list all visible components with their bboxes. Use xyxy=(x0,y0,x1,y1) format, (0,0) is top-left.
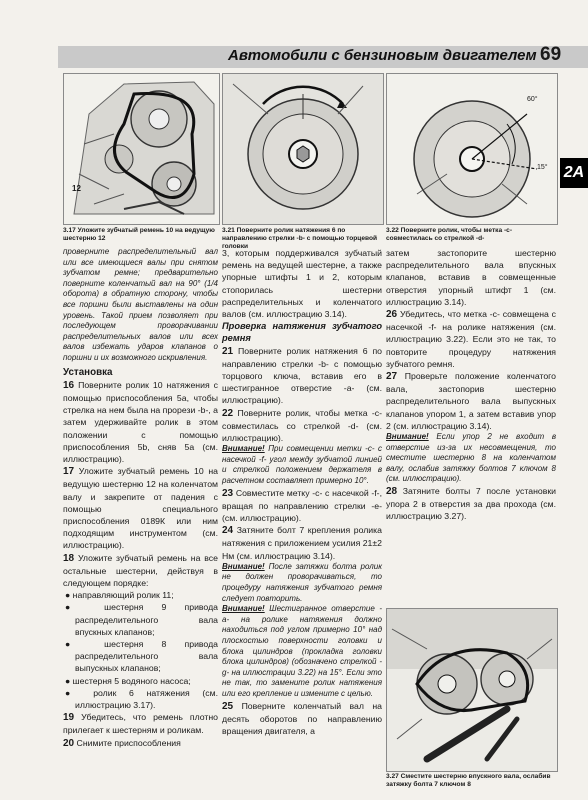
caption-3-27: 3.27 Сместите шестерню впускного вала, ослабив затяжку болта 7 ключом 8 xyxy=(386,773,551,788)
note-2: Внимание! После затяжки болта ролик не должен проворачиваться, то процедуру натяжения зубчатого ремня следует повторить. xyxy=(222,561,382,603)
figure-3-17 xyxy=(63,73,220,225)
para-intro-2: 3, которым поддерживался зубчатый ремень на ведущей шестерне, а также упорные штифты 1 и 2, которым стопорилась шестерни распределительных и коленчатого валов (см. иллюстрацию 3.14). xyxy=(222,248,382,320)
para-23: 23 Совместите метку -c- с насечкой -f-, вращая по направлению стрелки -e- (см. иллюстрацию). xyxy=(222,487,382,524)
caption-3-21: 3.21 Поверните ролик натяжения 6 по направлению стрелки -b- с помощью торцевой головки xyxy=(222,227,378,250)
tensioner-pulley-illustration xyxy=(223,74,383,224)
note-1: Внимание! При совмещении метки -c- с насечкой -f- угол между зубчатой линией и стрелкой положением держателя в расчетном составляет примерно 10°. xyxy=(222,444,382,486)
para-27: 27 Проверьте положение коленчатого вала, застопорив шестерню распределительного вала выпускных клапанов упором 1, а затем вставив упор 2 (см. иллюстрацию 3.14). xyxy=(386,371,556,431)
note-top: проверните распределительный вал или все имеющиеся валы при снятом зубчатом ремне; предварительно поверните коленчатый вал на 90° (1/4 оборота) в обратную сторону, чтобы все поршни были выставлены на один уровень. Такой прием позволяет при последующем проворачивании распределительных валов или всех валов избежать ударов клапанов о поршни и их возможного искривления. xyxy=(63,247,218,362)
column-3 xyxy=(386,247,556,523)
para-20: 20 Снимите приспособления xyxy=(63,737,181,749)
bullet-item: ● шестерня 5 водяного насоса; xyxy=(65,675,191,686)
header-title: Автомобили с бензиновым двигателем xyxy=(228,47,537,64)
column-2 xyxy=(222,247,382,737)
caption-3-22: 3.22 Поверните ролик, чтобы метка -c- совместилась со стрелкой -d- xyxy=(386,227,513,242)
para-25: 25 Поверните коленчатый вал на десять оборотов по направлению вращения двигателя, а xyxy=(222,700,382,736)
caption-3-17: 3.17 Уложите зубчатый ремень 10 на ведущую шестерню 12 xyxy=(63,227,215,242)
figure-3-21 xyxy=(222,73,384,225)
note-col3: Внимание! Если упор 2 не входит в отверстие из-за их несовмещения, то сместите шестерню 8 на коленчатом валу, ослабив затяжку болтов 7 ключом 8 (см. иллюстрацию). xyxy=(386,432,556,484)
para-28: 28 Затяните болты 7 после установки упора 2 в отверстия за два прохода (см. иллюстрацию 3.27). xyxy=(386,486,557,522)
para-19: 19 Убедитесь, что ремень плотно прилегает к шестерням и роликам. xyxy=(63,712,219,736)
figure-3-22 xyxy=(386,73,558,225)
chapter-tab: 2A xyxy=(560,158,588,188)
para-24: 24 Затяните болт 7 крепления ролика натяжения с приложением усилия 21±2 Нм (см. иллюстрацию 3.14). xyxy=(222,525,382,561)
bullet-item: ● шестерня 9 привода распределительного вала впускных клапанов; xyxy=(65,602,218,637)
page-number: 69 xyxy=(540,44,562,65)
heading-installation: Установка xyxy=(63,366,113,378)
para-26: 26 Убедитесь, что метка -c- совмещена с насечкой -f- на ролике натяжения (см. иллюстрацию 3.22). Если это не так, то повторите процедуру натяжения зубчатого ремня. xyxy=(386,309,556,369)
bullet-item: ● шестерня 8 привода распределительного вала выпускных клапанов; xyxy=(65,639,218,674)
para-22: 22 Поверните ролик, чтобы метка -c- совместилась со стрелкой -d- (см. иллюстрацию). xyxy=(222,407,382,444)
para-17: 17 Уложите зубчатый ремень 10 на ведущую шестерню 12 на коленчатом валу и закрепите от падения с помощью специального приспособления 0189К или ним подходящим инструментом (см. иллюстрацию). xyxy=(63,466,218,551)
para-21: 21 Поверните ролик натяжения 6 по направлению стрелки -b- с помощью торцового ключа, вставив его в шестигранное отверстие -a- (см. иллюстрацию). xyxy=(222,345,382,406)
para-16: 16 Поверните ролик 10 натяжения с помощью приспособления 5а, чтобы стрелка на нем была на прорези -b-, а затем удерживайте ролик в этом положении с помощью приспособления 5b, сняв 5а (см. иллюстрацию). xyxy=(63,379,219,464)
column-1 xyxy=(63,247,218,750)
para-intro-3: затем застопорите шестерню распределительного вала впускных клапанов, вставив в совмещенные отверстия упорный штифт 1 (см. иллюстрацию 3.14). xyxy=(386,248,556,307)
bullet-item: ● направляющий ролик 11; xyxy=(65,590,174,601)
camshaft-sprocket-wrench-illustration xyxy=(387,609,557,771)
fig-3-17-label: 12 xyxy=(72,184,81,193)
angle-label-60: 60° xyxy=(527,96,538,103)
para-18: 18 Уложите зубчатый ремень на все остальные шестерни, действуя в следующем порядке: xyxy=(63,552,218,588)
page-header xyxy=(0,0,588,70)
bullet-item: ● ролик 6 натяжения (см. иллюстрацию 3.17). xyxy=(65,687,218,711)
angle-label-15: 15° xyxy=(537,164,548,171)
heading-tension-check: Проверка натяжения зубчатого ремня xyxy=(222,321,382,344)
figure-3-27 xyxy=(386,608,558,772)
engine-timing-belt-illustration xyxy=(64,74,219,224)
note-3: Внимание! Шестигранное отверстие -a- на ролике натяжения должно находиться под углом примерно 10° над плоскостью поверхности головки и блока цилиндров (прокладка головки блока цилиндров) (обозначено стрелкой -g- на иллюстрации 3.22) на 15°. Если это не так, то замените ролик натяжения или его крепление и измените с целью. xyxy=(222,604,382,698)
